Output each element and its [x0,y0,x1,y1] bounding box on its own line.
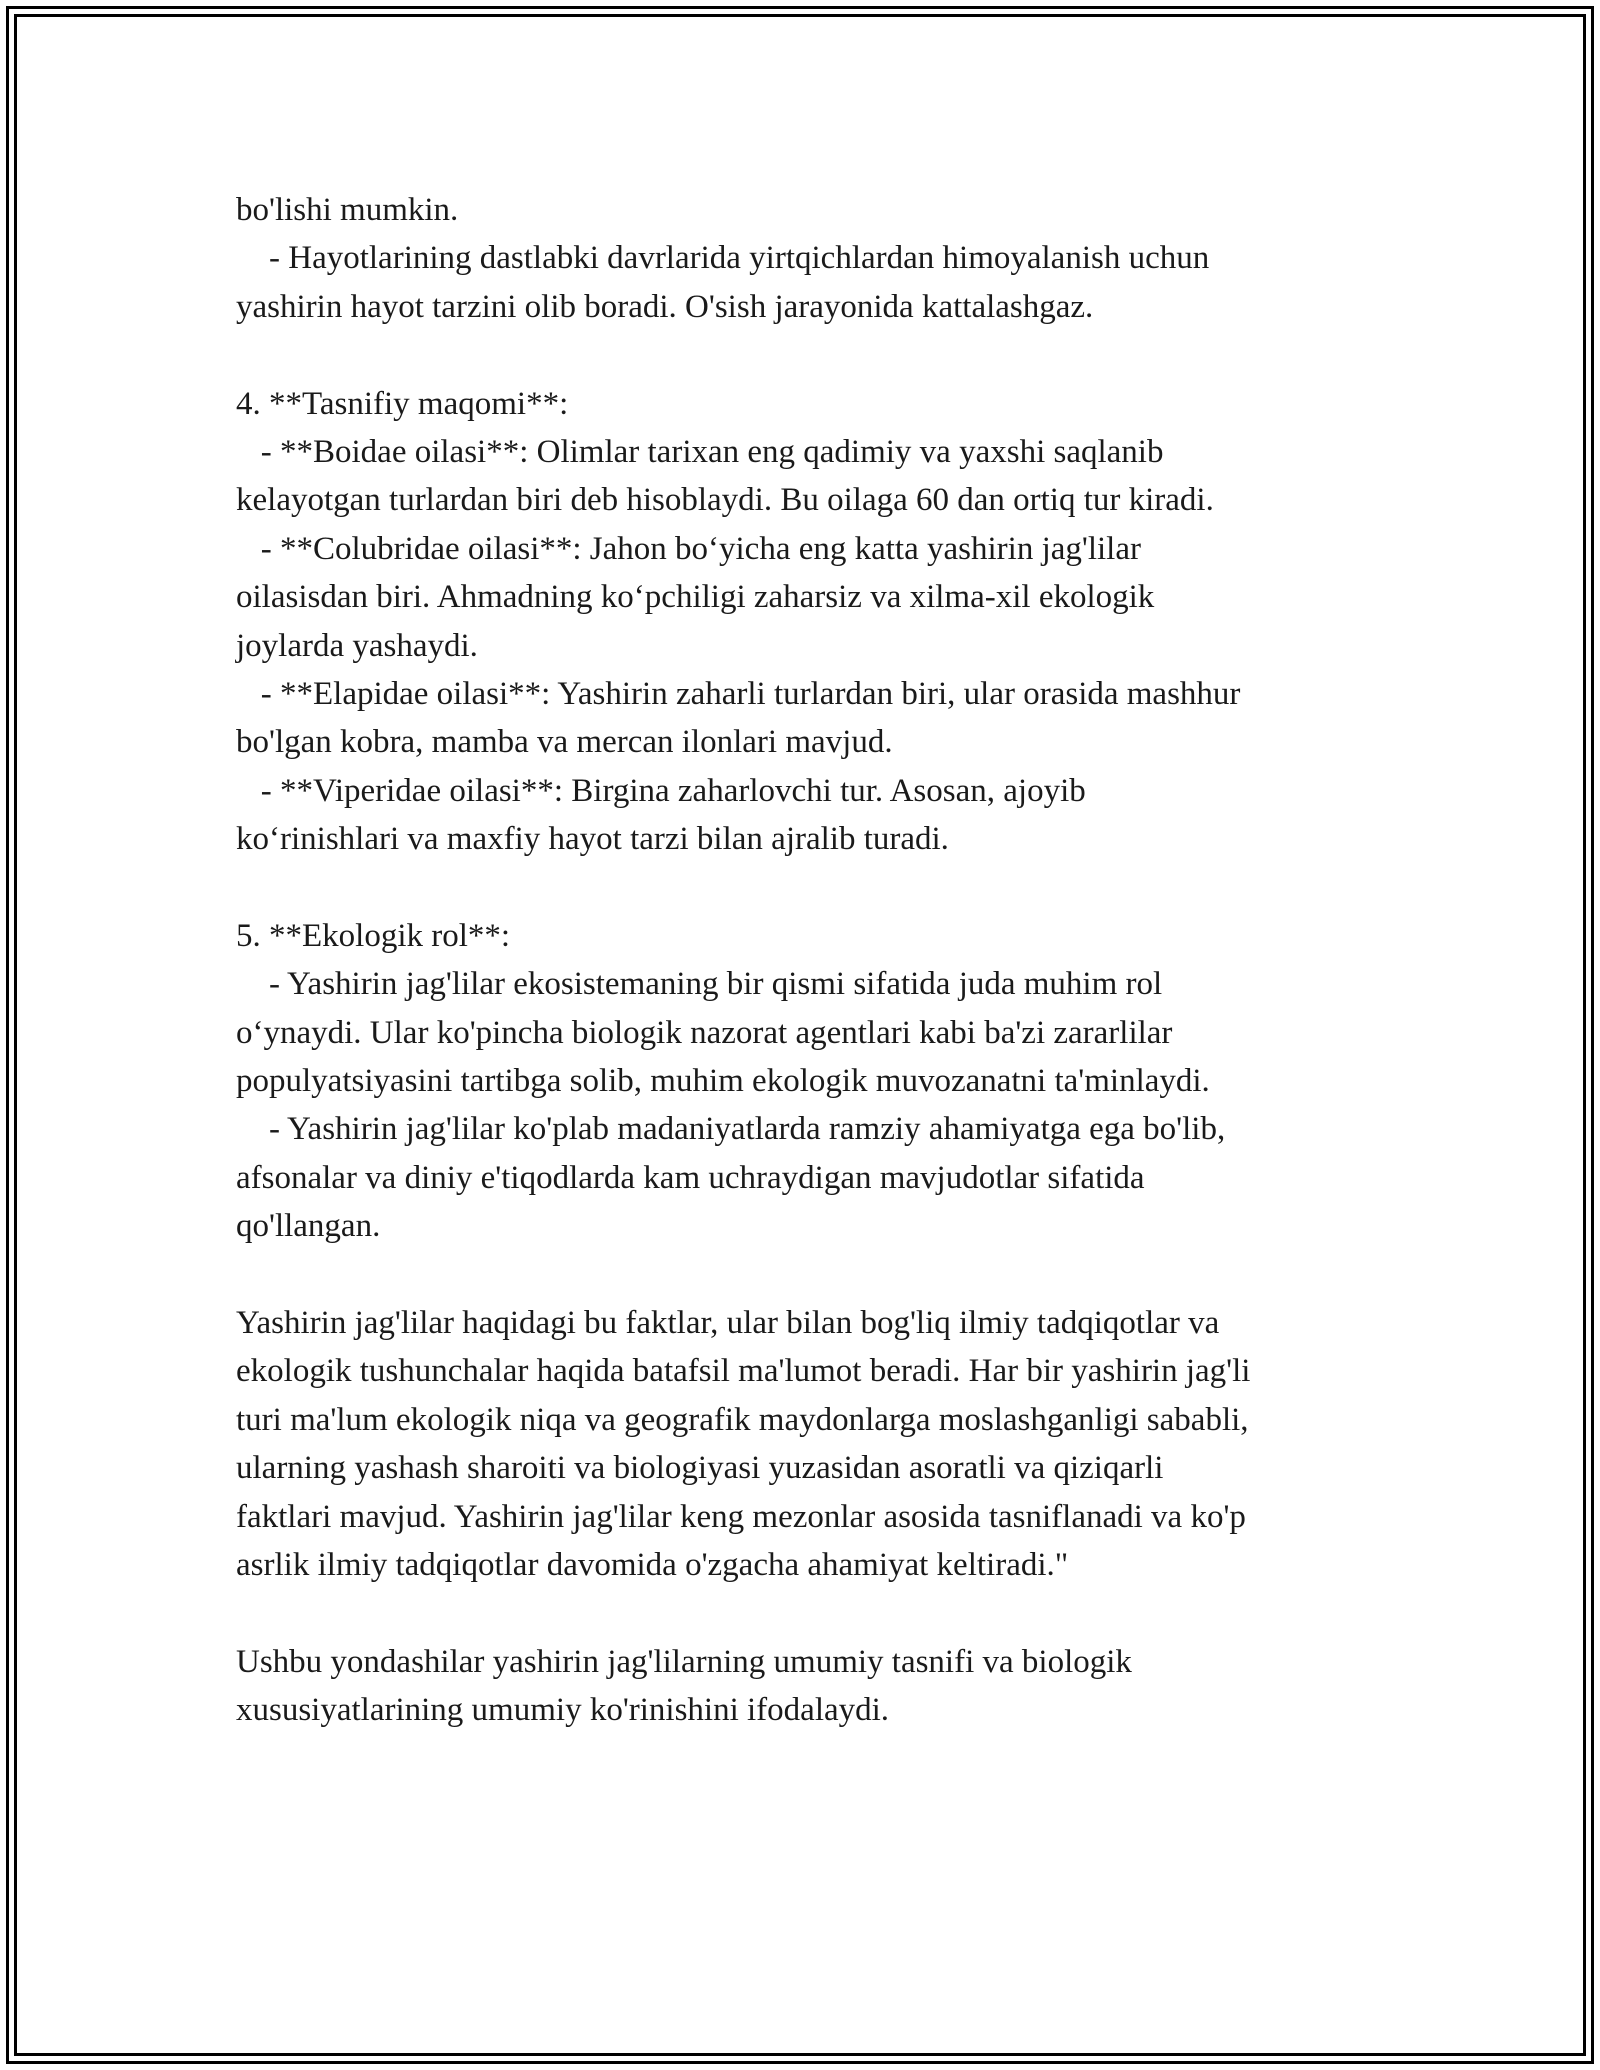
text-line: turi ma'lum ekologik niqa va geografik maydonlarga moslashganligi sababli, [236,1401,1249,1438]
text-line: - **Viperidae oilasi**: Birgina zaharlovchi tur. Asosan, ajoyib [236,772,1086,809]
section-heading: 5. **Ekologik rol**: [236,917,511,954]
text-line: - **Boidae oilasi**: Olimlar tarixan eng qadimiy va yaxshi saqlanib [236,433,1164,470]
text-line: oilasisdan biri. Ahmadning ko‘pchiligi zaharsiz va xilma-xil ekologik [236,579,1155,616]
text-line: asrlik ilmiy tadqiqotlar davomida o'zgacha ahamiyat keltiradi." [236,1546,1069,1583]
blank-line [236,1251,1376,1299]
text-line: - Yashirin jag'lilar ekosistemaning bir qismi sifatida juda muhim rol [236,966,1163,1003]
text-line: ekologik tushunchalar haqida batafsil ma'lumot beradi. Har bir yashirin jag'li [236,1353,1251,1390]
text-line: - **Colubridae oilasi**: Jahon bo‘yicha eng katta yashirin jag'lilar [236,530,1141,567]
blank-line [236,1589,1376,1637]
text-line: afsonalar va diniy e'tiqodlarda kam uchraydigan mavjudotlar sifatida [236,1159,1145,1196]
text-line: ularning yashash sharoiti va biologiyasi yuzasidan asoratli va qiziqarli [236,1450,1164,1487]
text-line: joylarda yashaydi. [236,627,478,664]
text-line: populyatsiyasini tartibga solib, muhim ekologik muvozanatni ta'minlaydi. [236,1063,1210,1100]
text-line: - Yashirin jag'lilar ko'plab madaniyatlarda ramziy ahamiyatga ega bo'lib, [236,1111,1226,1148]
text-line: qo'llangan. [236,1208,381,1245]
text-line: Ushbu yondashilar yashirin jag'lilarning umumiy tasnifi va biologik [236,1643,1132,1680]
text-line: kelayotgan turlardan biri deb hisoblaydi. Bu oilaga 60 dan ortiq tur kiradi. [236,482,1214,519]
text-line: faktlari mavjud. Yashirin jag'lilar keng mezonlar asosida tasniflanadi va ko'p [236,1498,1246,1535]
text-line: o‘ynaydi. Ular ko'pincha biologik nazorat agentlari kabi ba'zi zararlilar [236,1014,1173,1051]
text-line: ko‘rinishlari va maxfiy hayot tarzi bilan ajralib turadi. [236,821,949,858]
text-line: - **Elapidae oilasi**: Yashirin zaharli turlardan biri, ular orasida mashhur [236,675,1241,712]
text-line: bo'lishi mumkin. [236,192,459,228]
text-line: bo'lgan kobra, mamba va mercan ilonlari mavjud. [236,724,893,761]
text-line: - Hayotlarining dastlabki davrlarida yirtqichlardan himoyalanish uchun [236,240,1210,277]
text-line: Yashirin jag'lilar haqidagi bu faktlar, ular bilan bog'liq ilmiy tadqiqotlar va [236,1304,1220,1341]
text-line: yashirin hayot tarzini olib boradi. O'sish jarayonida kattalashgaz. [236,288,1094,325]
text-line: xususiyatlarining umumiy ko'rinishini ifodalaydi. [236,1692,890,1729]
document-body [236,186,1376,1735]
blank-line [236,331,1376,379]
blank-line [236,863,1376,911]
section-heading: 4. **Tasnifiy maqomi**: [236,385,569,422]
